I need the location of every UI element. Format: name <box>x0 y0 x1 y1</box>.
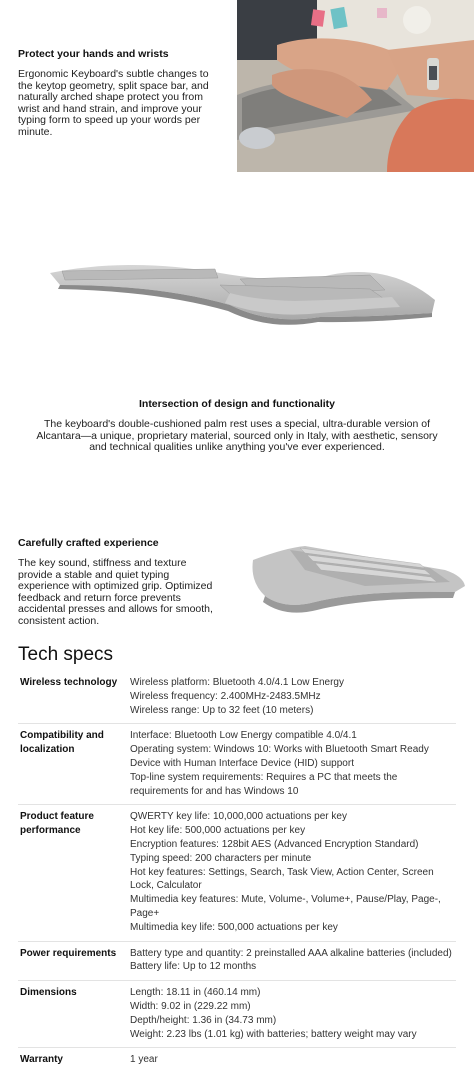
spec-label: Power requirements <box>20 947 117 959</box>
spec-value: Wireless platform: Bluetooth 4.0/4.1 Low Energy <box>130 677 344 688</box>
spec-value: Battery type and quantity: 2 preinstalled AAA alkaline batteries (included) <box>130 947 452 959</box>
spec-value: Typing speed: 200 characters per minute <box>130 852 312 864</box>
spec-value: Width: 9.02 in (229.22 mm) <box>130 1000 251 1012</box>
spec-value: Wireless frequency: 2.400MHz-2483.5MHz <box>130 690 321 702</box>
spec-value: Interface: Bluetooth Low Energy compatible 4.0/4.1 <box>130 730 357 742</box>
spec-value: Depth/height: 1.36 in (34.73 mm) <box>130 1014 277 1026</box>
spec-values <box>130 1053 456 1067</box>
spec-value: Battery life: Up to 12 months <box>130 961 257 973</box>
spec-row <box>18 724 456 805</box>
tech-specs-title: Tech specs <box>18 644 114 665</box>
spec-label: Warranty <box>20 1054 63 1066</box>
spec-row <box>18 805 456 941</box>
spec-values <box>130 810 456 934</box>
crafted-body: The key sound, stiffness and texture provide a stable and quiet typing experience with optimized grip. Optimized feedback and return force prevents accidental presses and allows for smooth, consistent action. <box>18 557 213 627</box>
design-title: Intersection of design and functionality <box>138 398 335 410</box>
spec-value: Top-line system requirements: Requires a PC that meets the requirements for and has Windows 10 <box>130 771 398 797</box>
spec-label: Compatibility and localization <box>20 730 104 756</box>
spec-row <box>18 981 456 1048</box>
spec-value: Hot key life: 500,000 actuations per key <box>130 825 306 837</box>
crafted-title: Carefully crafted experience <box>18 537 159 549</box>
spec-row <box>18 942 456 982</box>
spec-label: Product feature performance <box>20 811 94 837</box>
spec-values <box>130 986 456 1041</box>
keyboard-front-image <box>40 245 440 355</box>
spec-values <box>130 676 456 717</box>
hands-section <box>0 0 474 172</box>
spec-values <box>130 729 456 798</box>
spec-value: QWERTY key life: 10,000,000 actuations per key <box>130 811 347 823</box>
spec-value: Multimedia key life: 500,000 actuations per key <box>130 921 338 933</box>
keyboard-angle-image <box>245 530 470 620</box>
spec-label: Dimensions <box>20 987 77 999</box>
spec-row <box>18 1048 456 1073</box>
spec-value: Operating system: Windows 10: Works with Bluetooth Smart Ready Device with Human Interface Device (HID) support <box>130 744 429 769</box>
spec-value: Multimedia key features: Mute, Volume-, Volume+, Pause/Play, Page-, Page+ <box>130 894 441 919</box>
spec-value: Weight: 2.23 lbs (1.01 kg) with batteries; battery weight may vary <box>130 1028 417 1040</box>
spec-label: Wireless technology <box>20 677 118 688</box>
spec-value: Encryption features: 128bit AES (Advanced Encryption Standard) <box>130 838 419 850</box>
hands-body: Ergonomic Keyboard's subtle changes to the keytop geometry, split space bar, and naturally arched shape protect you from wrist and hand strain, and improve your typing form to speed up your words per minute. <box>18 68 209 138</box>
spec-value: Hot key features: Settings, Search, Task View, Action Center, Screen Lock, Calculator <box>130 866 434 892</box>
spec-row <box>18 671 456 724</box>
spec-value: 1 year <box>130 1054 158 1066</box>
tech-specs-table <box>18 671 456 1073</box>
spec-value: Length: 18.11 in (460.14 mm) <box>130 987 261 999</box>
typing-hands-photo <box>237 0 474 172</box>
spec-values <box>130 947 456 975</box>
spec-value: Wireless range: Up to 32 feet (10 meters) <box>130 704 314 716</box>
hands-title: Protect your hands and wrists <box>18 48 169 60</box>
design-body: The keyboard's double-cushioned palm rest uses a special, ultra-durable version of Alcantara—a unique, proprietary material, sourced only in Italy, with aesthetic, sensory and technical qualities unlike anything you've ever experienced. <box>36 418 438 453</box>
